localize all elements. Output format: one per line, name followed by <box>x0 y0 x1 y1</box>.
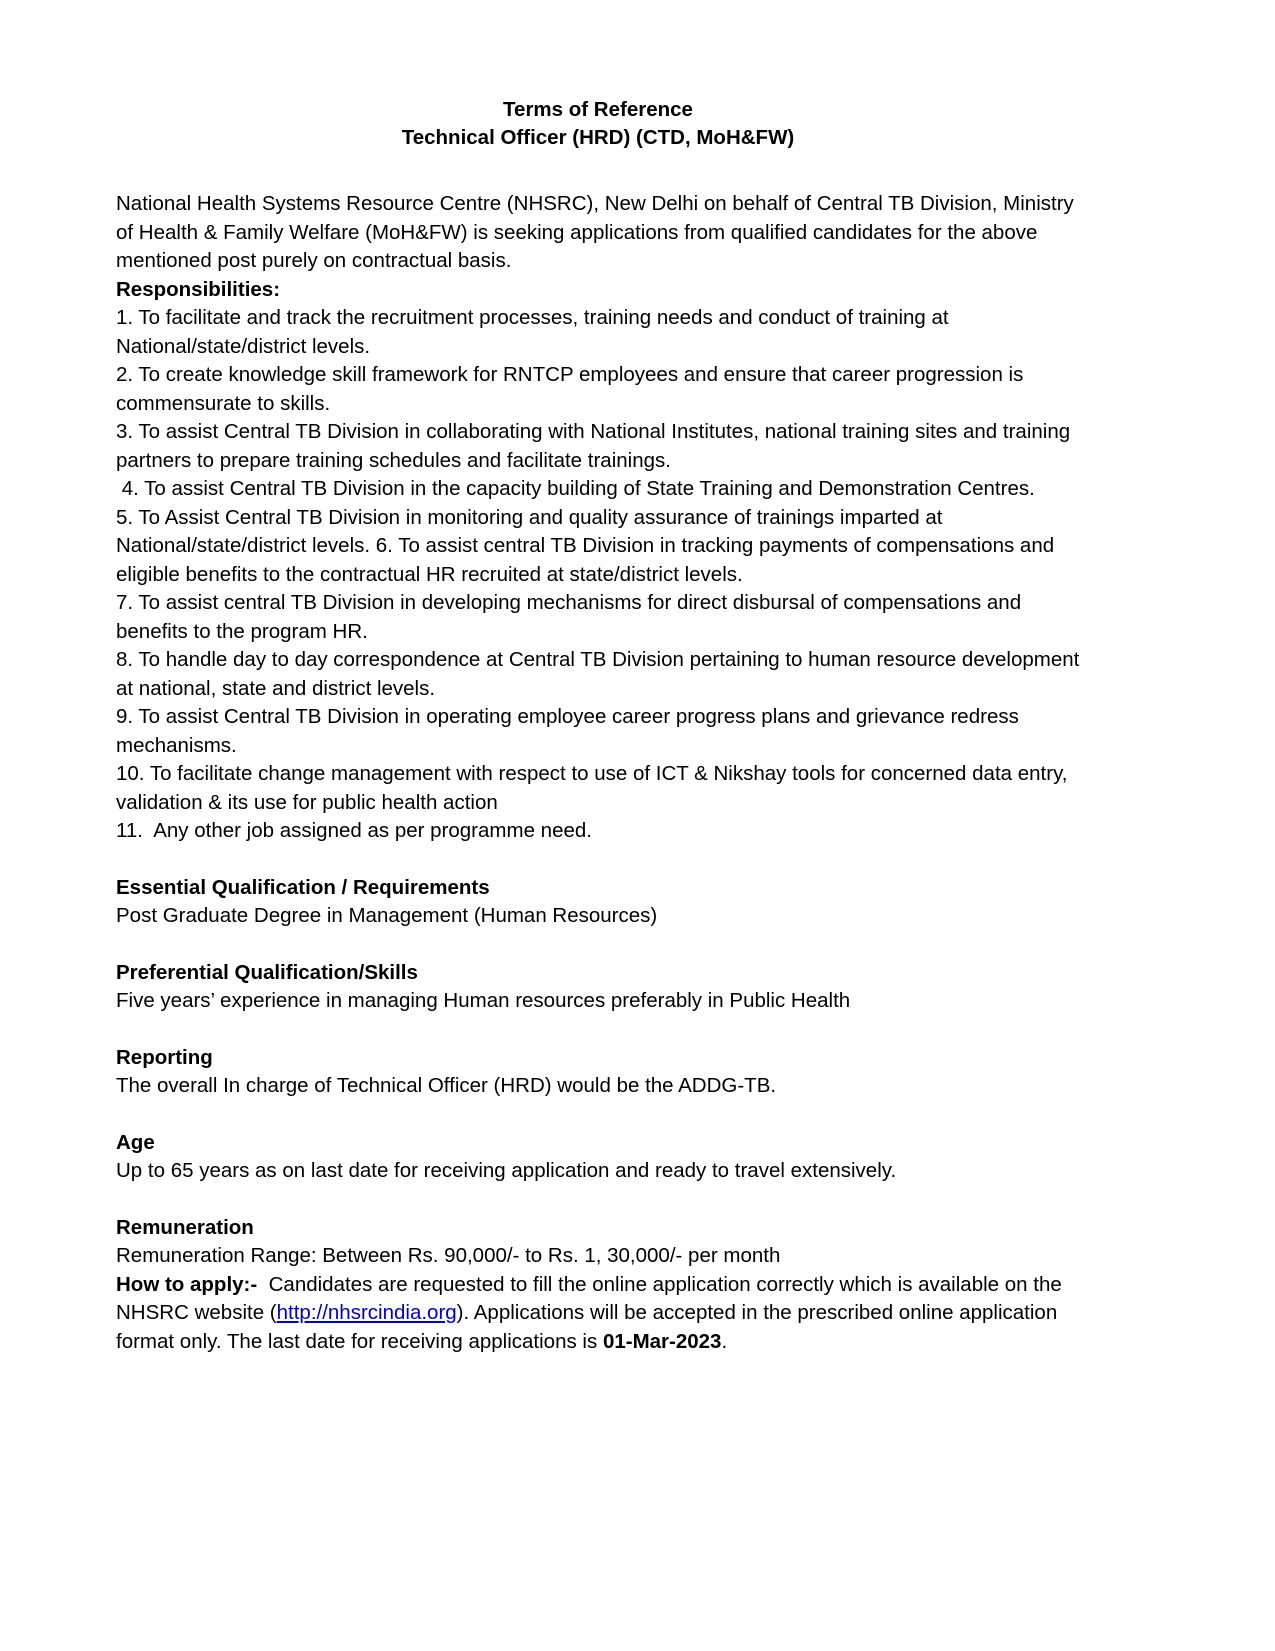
spacer <box>116 1016 1080 1044</box>
how-to-apply-paragraph <box>116 1271 1080 1357</box>
preferential-qualification-text: Five years’ experience in managing Human resources preferably in Public Health <box>116 989 851 1012</box>
age-text: Up to 65 years as on last date for receiving application and ready to travel extensively. <box>116 1159 897 1182</box>
nhsrc-website-link[interactable]: http://nhsrcindia.org <box>276 1301 457 1324</box>
how-to-apply-text-part1: Candidates are requested to fill the online application correctly which is available on the NHSRC website ( <box>116 1272 1068 1324</box>
remuneration-heading: Remuneration <box>116 1215 254 1239</box>
page-title-line-2: Technical Officer (HRD) (CTD, MoH&FW) <box>401 126 795 149</box>
essential-qualification-heading: Essential Qualification / Requirements <box>116 875 490 899</box>
age-heading: Age <box>116 1130 155 1154</box>
how-to-apply-text-part2: ). Applications will be accepted in the prescribed online application format only. The last date for receiving applications is <box>116 1301 1058 1353</box>
preferential-qualification-section <box>116 959 1080 1016</box>
spacer <box>116 1186 1080 1214</box>
list-item: 5. To Assist Central TB Division in monitoring and quality assurance of trainings imparted at National/state/district levels. 6. To assist central TB Division in tracking payments of compensations and eligible benefits to the contractual HR recruited at state/district levels. <box>116 505 1055 586</box>
age-section <box>116 1129 1080 1186</box>
list-item: 8. To handle day to day correspondence at Central TB Division pertaining to human resource development at national, state and district levels. <box>116 648 1080 700</box>
list-item: 11. Any other job assigned as per programme need. <box>116 819 592 842</box>
spacer <box>116 846 1080 874</box>
reporting-text: The overall In charge of Technical Officer (HRD) would be the ADDG-TB. <box>116 1074 777 1097</box>
page-title-line-1: Terms of Reference <box>503 98 693 121</box>
essential-qualification-text: Post Graduate Degree in Management (Human Resources) <box>116 904 658 927</box>
list-item: 9. To assist Central TB Division in operating employee career progress plans and grievance redress mechanisms. <box>116 705 1019 757</box>
spacer <box>116 1101 1080 1129</box>
spacer <box>116 931 1080 959</box>
list-item: 10. To facilitate change management with respect to use of ICT & Nikshay tools for concerned data entry, validation & its use for public health action <box>116 762 1068 814</box>
how-to-apply-text-part3: . <box>721 1329 728 1353</box>
preferential-qualification-heading: Preferential Qualification/Skills <box>116 960 418 984</box>
responsibilities-list <box>116 304 1080 846</box>
remuneration-text: Remuneration Range: Between Rs. 90,000/- to Rs. 1, 30,000/- per month <box>116 1244 781 1267</box>
reporting-heading: Reporting <box>116 1045 213 1069</box>
responsibilities-section <box>116 276 1080 846</box>
reporting-section <box>116 1044 1080 1101</box>
intro-paragraph: National Health Systems Resource Centre (NHSRC), New Delhi on behalf of Central TB Division, Ministry of Health & Family Welfare (MoH&FW) is seeking applications from qualified candidates for the above mentioned post purely on contractual basis. <box>116 192 1074 272</box>
responsibilities-heading: Responsibilities: <box>116 277 281 301</box>
essential-qualification-section <box>116 874 1080 931</box>
list-item: 7. To assist central TB Division in developing mechanisms for direct disbursal of compensations and benefits to the program HR. <box>116 591 1022 643</box>
document-title-block <box>116 96 1080 152</box>
list-item: 3. To assist Central TB Division in collaborating with National Institutes, national training sites and training partners to prepare training schedules and facilitate trainings. <box>116 420 1071 472</box>
list-item: 1. To facilitate and track the recruitment processes, training needs and conduct of training at National/state/district levels. <box>116 306 949 358</box>
list-item: 2. To create knowledge skill framework for RNTCP employees and ensure that career progression is commensurate to skills. <box>116 363 1024 415</box>
list-item: 4. To assist Central TB Division in the capacity building of State Training and Demonstration Centres. <box>116 477 1035 500</box>
remuneration-section <box>116 1214 1080 1271</box>
how-to-apply-label: How to apply:- <box>116 1272 258 1296</box>
application-deadline: 01-Mar-2023 <box>602 1329 722 1353</box>
